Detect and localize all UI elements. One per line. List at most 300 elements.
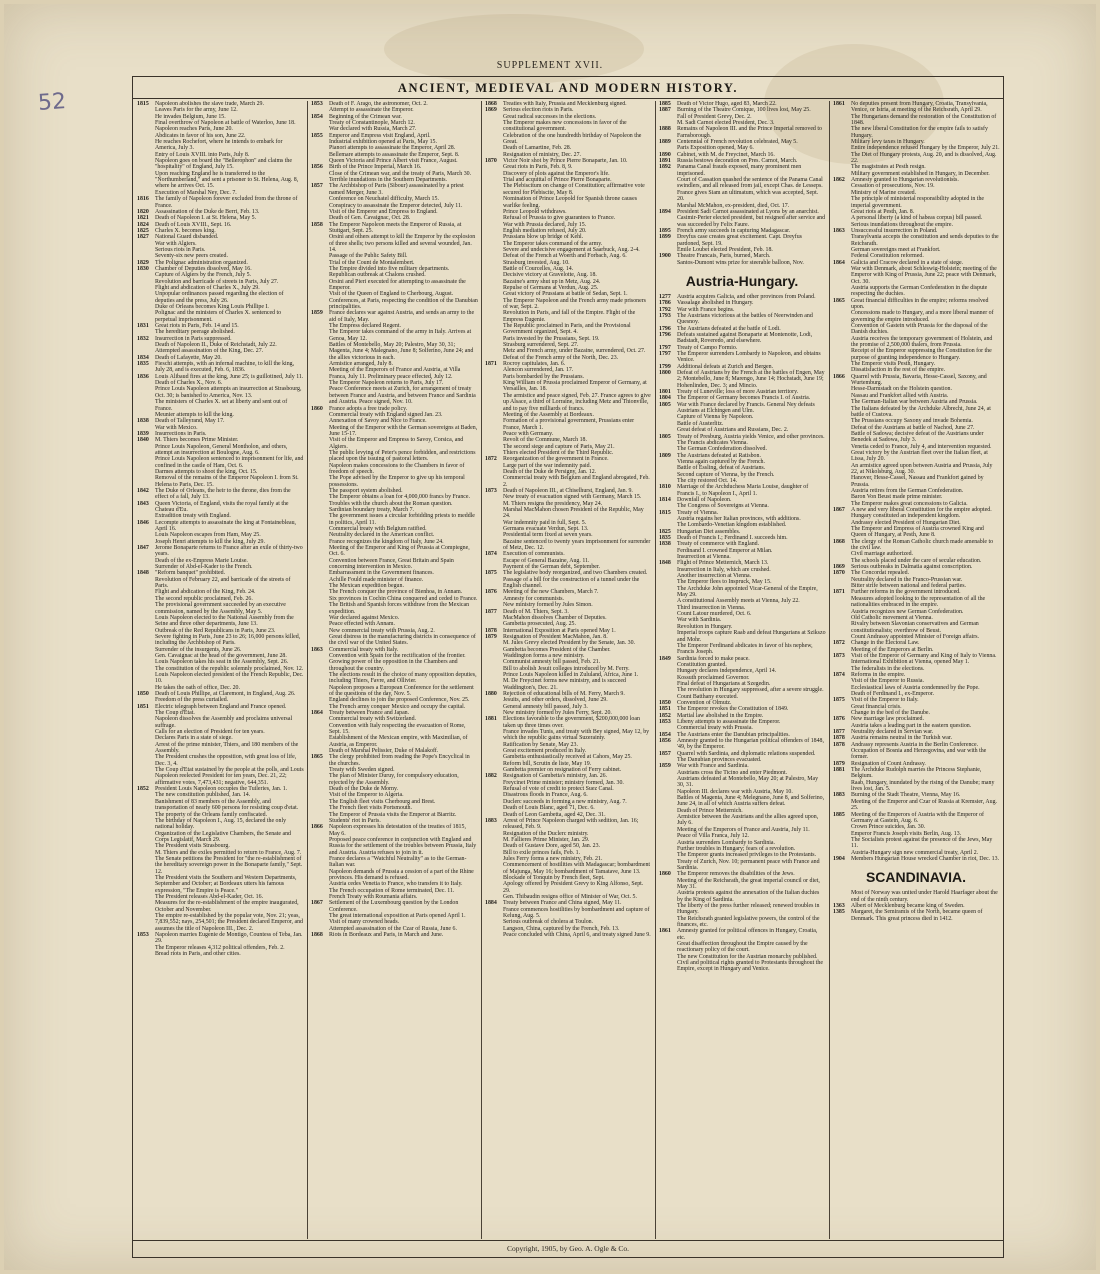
entry-text: Reorganization of the government in France.	[503, 456, 609, 463]
entry-year: 1890	[659, 151, 671, 158]
entry-text: The schools placed under the care of secular education.	[851, 557, 982, 564]
history-entry	[133, 913, 307, 932]
entry-text: Meeting of the Emperors at Berlin.	[851, 646, 934, 653]
entry-year: 1866	[833, 373, 845, 380]
entry-text: English mediation refused, July 20.	[503, 227, 587, 234]
entry-text: Convention with Spain for the rectification of the frontier.	[329, 652, 466, 659]
entry-text: Austria protests against the annexation of the Italian duchies by the King of Sardinia.	[677, 890, 820, 903]
history-entry	[307, 685, 481, 698]
history-entry	[655, 313, 829, 326]
entry-text: Freedom of the press curtailed.	[155, 697, 229, 704]
history-entry	[481, 323, 655, 336]
entry-year: 1864	[833, 259, 845, 266]
entry-text: The revolution in Hungary suppressed, after a severe struggle.	[677, 687, 824, 694]
entry-text: The Emperor releases 4,312 political offenders, Feb. 2.	[155, 944, 285, 951]
entry-text: War with France declared by Francis. General Ney defeats Austrians at Elchingen and Ulm.	[677, 401, 815, 415]
entry-text: The Danubian provinces evacuated.	[677, 757, 762, 764]
entry-text: Austrians cross the Ticino and enter Piedmont.	[677, 769, 788, 776]
entry-text: The new liberal Constitution for the empire fails to satisfy Hungary.	[851, 126, 988, 139]
entry-text: The public levying of Peter's pence forbidden, and restrictions placed upon the issuing of pastoral letters.	[329, 449, 476, 463]
entry-year: 1868	[485, 101, 497, 107]
entry-text: Electric telegraph between England and France opened.	[155, 703, 287, 710]
history-entry	[133, 799, 307, 812]
entry-text: The Emperor revokes the Constitution of 1849.	[677, 706, 789, 713]
entry-text: Kossuth proclaimed Governor.	[677, 674, 750, 681]
entry-text: Conference on Neuchatel difficulty, March 15.	[329, 196, 439, 203]
entry-text: Proposed peace conference in conjunction with England and Russia for the settlement of the troubles between Prussia, Italy and Austria. Austria refuses to join in it.	[329, 836, 477, 856]
entry-text: Old Catholic movement at Vienna.	[851, 614, 933, 621]
entry-text: Death of the Duke de Morny.	[329, 786, 398, 793]
history-entry	[829, 310, 1003, 323]
column-2	[307, 101, 482, 1239]
entry-text: Andrassy represents Austria in the Berlin Conference.	[851, 741, 979, 748]
history-entry	[481, 133, 655, 146]
entry-text: M. Fallieres Prime Minister, Jan. 29.	[503, 836, 590, 843]
entry-text: Martial law abolished in the Empire.	[677, 712, 764, 719]
entry-text: Change in the bed of the Danube.	[851, 710, 931, 716]
history-entry	[829, 285, 1003, 298]
entry-text: Treaty of Presburg, Austria yields Venice, and other provinces.	[677, 433, 825, 440]
entry-text: The provisional government succeeded by an executive commission, named by the Assembly, May 5.	[155, 602, 286, 615]
entry-text: Treaty of Constantinople, March 12.	[329, 120, 415, 127]
entry-text: Crown Prince suicides, Jan. 30.	[851, 824, 926, 831]
entry-text: Bill to abolish Jesuit colleges introduced by M. Ferry.	[503, 665, 630, 672]
entry-text: Visit of the Emperor of Germany and King of Italy to Vienna.	[851, 652, 997, 659]
entry-text: Visit of the Emperor and Empress to England.	[329, 208, 438, 215]
entry-text: Jesuits, and other orders, dissolved, June 29.	[503, 697, 608, 704]
entry-year: 1815	[659, 509, 671, 516]
entry-year: 1865	[833, 297, 845, 304]
entry-text: Armistice between the Austrians and the allies agreed upon, July 6.	[677, 814, 819, 827]
entry-text: Peace with Germany.	[503, 430, 554, 437]
entry-text: Federal Constitution reformed.	[851, 253, 924, 260]
entry-text: The Emperor takes command of the army in Italy. Arrives at Genoa, May 12.	[329, 329, 472, 342]
history-entry	[481, 577, 655, 590]
entry-year: 1877	[485, 608, 497, 615]
entry-text: Burning of the Stadt Theatre, Vienna, May 16.	[851, 792, 961, 799]
entry-year: 1878	[485, 627, 497, 634]
entry-text: Russia bestows decoration on Pres. Carnot, March.	[677, 158, 798, 165]
entry-text: Visit of the Emperor to Russia.	[851, 678, 924, 685]
entry-text: The Austrians defeated at Ratisbon.	[677, 452, 761, 459]
history-entry	[655, 878, 829, 891]
entry-text: Dreyfus case creates great excitement. Capt. Dreyfus pardoned, Sept. 19.	[677, 234, 802, 247]
entry-text: Libeny attempts to assassinate the Emperor.	[677, 718, 781, 725]
entry-text: Duclerc succeeds in forming a new ministry, Aug. 7.	[503, 798, 627, 805]
entry-text: New ministry formed by Jules Ferry, Sept. 20.	[503, 710, 612, 716]
entry-text: Reforms in the empire.	[851, 671, 906, 678]
entry-year: 1857	[311, 183, 323, 190]
entry-text: Strasburg surrendered, Sept. 27.	[503, 342, 579, 349]
entry-text: The Mexican expedition begun.	[329, 583, 404, 590]
entry-text: Alencon surrendered, Jan. 17.	[503, 367, 574, 374]
entry-text: Death of Napoleon II., Duke of Reichstadt, July 22.	[155, 342, 277, 349]
entry-text: The great international exposition at Paris opened April 1. Visit of many crowned heads.	[329, 913, 466, 926]
entry-year: 1864	[311, 710, 323, 716]
entry-text: Austria supports the German Confederation in the dispute respecting the duchies.	[851, 284, 988, 298]
history-entry	[829, 152, 1003, 165]
entry-text: Death of Lamartine, Feb. 28.	[503, 145, 572, 152]
entry-text: Napoleon expresses his detestation of the treaties of 1815, May 6.	[329, 824, 466, 837]
entry-text: Capture of Vienna by Napoleon.	[677, 414, 754, 421]
entry-text: Apology offered by President Grevy to King Alfonso, Sept. 29.	[503, 881, 644, 894]
entry-text: Measures adopted looking to the representation of all the nationalities embraced in the empire.	[851, 595, 986, 609]
entry-text: The Austrians victorious at the battles of Neerwinden and Quesnoy.	[677, 312, 813, 326]
entry-text: Pianori attempts to assassinate the Emperor, April 28.	[329, 145, 456, 152]
entry-year: 1863	[833, 227, 845, 234]
entry-text: Langson, China, captured by the French, Feb. 13.	[503, 925, 620, 932]
entry-year: 1797	[659, 344, 671, 351]
entry-text: Death of Leon Gambetta, aged 42, Dec. 31.	[503, 811, 606, 818]
entry-text: Queen Victoria and Prince Albert visit France, August.	[329, 158, 458, 165]
entry-text: Nassau and Frankfort allied with Austria.	[851, 392, 949, 399]
entry-text: The Socialists protest against the presence of the Jews, May 11.	[851, 836, 993, 850]
entry-text: Beginning of the Crimean war.	[329, 113, 402, 120]
entry-text: The Emperor removes the disabilities of the Jews.	[677, 871, 795, 878]
history-entry	[307, 329, 481, 342]
entry-text: The President visits the Southern and Western Departments, September and October; at Bordeaux utters his famous expression, "The Empire is Peace."	[155, 874, 297, 894]
history-entry	[829, 431, 1003, 444]
entry-text: M. Sadi Carnot elected President, Dec. 3.	[677, 120, 775, 127]
entry-text: Defeat of the Austrians at battle of Nachod, June 27.	[851, 424, 975, 431]
history-entry	[655, 630, 829, 643]
entry-text: Further troubles in Hungary; fears of a revolution.	[677, 845, 796, 852]
entry-text: Revolution of February 22, and barricade of the streets of Paris.	[155, 576, 291, 590]
entry-text: Gambetta premier on resignation of Ferry cabinet.	[503, 767, 622, 774]
entry-text: Great riots in Paris, Feb. 14 and 15.	[155, 323, 239, 330]
entry-year: 1805	[659, 401, 671, 408]
entry-text: Death of the ex-Empress Marie Louise.	[155, 557, 248, 564]
history-entry	[481, 418, 655, 431]
entry-text: The Concordat repealed.	[851, 570, 910, 577]
entry-text: The birthday of Napoleon I., Aug. 15, declared the only national holiday.	[155, 817, 287, 831]
entry-text: Execution of communists.	[503, 551, 565, 558]
entry-text: Serious riots in Paris.	[155, 246, 206, 253]
entry-text: The British and Spanish forces withdraw from the Mexican expedition.	[329, 602, 470, 615]
entry-text: Payment of the German debt, September.	[503, 564, 601, 571]
entry-text: The principle of ministerial responsibility adopted in the imperial government.	[851, 196, 984, 209]
entry-text: The Emperor of Germany becomes Francis I. of Austria.	[677, 395, 811, 402]
history-entry	[481, 818, 655, 831]
entry-text: Death of Louis Phillipe, at Claremont, in England, Aug. 26.	[155, 690, 296, 697]
entry-text: The new constitution published, Jan. 14.	[155, 792, 251, 799]
entry-text: Gen. Cavaignac at the head of the government, June 28.	[155, 652, 287, 659]
entry-text: International Exposition at Paris opened May 1.	[503, 627, 616, 634]
entry-text: France declares a "Watchful Neutrality" as to the German-Italian war.	[329, 855, 467, 869]
entry-text: Large part of the war indemnity paid.	[503, 462, 592, 469]
entry-text: Centennial of French revolution celebrated, May 5.	[677, 139, 798, 146]
entry-text: Gen. Thibaudin resigns office of Minister of War, Oct. 5.	[503, 893, 637, 900]
history-entry	[655, 859, 829, 872]
entry-text: Amnesty granted for political offences in Hungary, Croatia, etc.	[677, 928, 818, 941]
entry-text: The second siege and capture of Paris, May 21.	[503, 443, 615, 450]
history-entry	[655, 814, 829, 827]
entry-text: Students' riot in Paris.	[329, 817, 381, 824]
entry-year: 1862	[833, 177, 845, 184]
entry-year: 1831	[137, 323, 149, 330]
entry-text: Conspiracy to assassinate the Emperor detected, July 11.	[329, 202, 463, 209]
history-entry	[655, 332, 829, 345]
history-entry	[481, 120, 655, 133]
entry-text: Death of the Duke de Persigny, Jan. 12.	[503, 468, 597, 475]
history-entry	[133, 171, 307, 190]
entry-year: 1868	[833, 538, 845, 545]
history-entry	[829, 114, 1003, 127]
entry-text: Venetia ceded to France, July 4, and intervention requested.	[851, 443, 992, 450]
history-entry	[307, 475, 481, 488]
entry-text: Banishment of 83 members of the Assembly, and transportation of nearly 600 persons for resisting coup d'etat.	[155, 798, 299, 812]
entry-text: The Archduke John appointed Vicar-General of the Empire, May 29.	[677, 585, 818, 599]
entry-year: 1900	[659, 253, 671, 260]
entry-year: 1861	[833, 101, 845, 107]
history-entry	[481, 907, 655, 920]
entry-text: Raab, Hungary, inundated by the rising of the Danube; many lives lost, Jan. 5.	[851, 779, 995, 793]
history-entry	[655, 890, 829, 903]
entry-text: Emperor Francis Joseph visits Berlin, Aug. 13.	[851, 830, 962, 837]
entry-text: International Exhibition at Vienna, opened May 1.	[851, 659, 970, 666]
entry-text: Casimir-Perier elected president, but resigned after service and was succeeded by Felix Faure.	[677, 215, 826, 228]
entry-text: Close of the Crimean war, and the treaty of Paris, March 30.	[329, 170, 472, 177]
entry-year: 1869	[833, 564, 845, 571]
entry-text: Further reforms in the government introduced.	[851, 589, 961, 596]
entry-text: Celebration of the one hundredth birthday of Napoleon the Great.	[503, 132, 642, 146]
entry-text: War with Prussia declared, July 15.	[503, 221, 587, 228]
entry-year: 1853	[137, 932, 149, 939]
entry-year: 1857	[659, 750, 671, 757]
history-entry	[829, 101, 1003, 114]
entry-text: The Diet of Hungary protests, Aug. 20, and is dissolved, Aug. 22.	[851, 151, 997, 165]
entry-text: The Emperor and Empress of Austria crowned King and Queen of Hungary, at Pesth, June 8.	[851, 526, 984, 539]
history-entry	[133, 139, 307, 152]
history-entry	[655, 776, 829, 789]
entry-text: The city restored Oct. 14.	[677, 477, 738, 484]
history-entry	[655, 351, 829, 364]
entry-text: Ecclesiastical laws of Austria condemned by the Pope.	[851, 684, 980, 691]
entry-text: Battle of Courcelles, Aug. 14.	[503, 265, 574, 272]
entry-year: 1873	[485, 487, 497, 494]
entry-year: 1805	[659, 433, 671, 440]
history-entry	[307, 234, 481, 253]
handwritten-page-number: 52	[37, 89, 67, 116]
history-entry	[307, 723, 481, 736]
entry-text: Burning of the Theatre Comique, 100 lives lost, May 25.	[677, 107, 811, 114]
entry-text: Louis Napoleon takes his seat in the Assembly, Sept. 26.	[155, 659, 289, 666]
entry-year: 1801	[659, 389, 671, 396]
entry-text: Austria recognizes new German Confederation.	[851, 608, 964, 615]
entry-text: Meeting of the Emperors of France and Austria, at Villa Franca, July 11. Preliminary peace effected, July 12.	[329, 367, 461, 380]
entry-text: Revolution and barricade of streets in Paris, July 27.	[155, 278, 279, 285]
entry-text: War with Algiers.	[155, 240, 197, 247]
entry-text: The ministers of Charles X. set at liberty and sent out of France.	[155, 399, 288, 412]
entry-text: Receipt of the Emperor suppressing the Constitution for the purpose of granting independence to Hungary.	[851, 348, 992, 361]
entry-text: Death of F. Arago, the astronomer, Oct. 2.	[329, 101, 428, 107]
entry-text: Cabinet, with M. de Freycinet, March 16.	[677, 151, 775, 158]
entry-text: M. Jules Grevy elected President by the Senate, Jan. 30.	[503, 640, 636, 647]
history-entry	[133, 291, 307, 304]
entry-text: The Emperor Napoleon returns to Paris, July 17.	[329, 380, 444, 387]
entry-text: King William of Prussia proclaimed Emperor of Germany, at Versailles, Jan. 18.	[503, 380, 647, 393]
history-entry	[655, 234, 829, 247]
history-entry	[655, 370, 829, 389]
history-entry	[307, 869, 481, 882]
history-entry	[307, 279, 481, 292]
entry-text: Louis Napoleon elected president of the French Republic, Dec. 10.	[155, 671, 304, 685]
entry-text: Death of Gustave Dore, aged 50, Jan. 23.	[503, 843, 601, 850]
history-entry	[829, 234, 1003, 247]
entry-text: Death of Napoleon I. at St. Helena, May 5.	[155, 215, 257, 222]
entry-text: The Emperor obtains a loan for 4,000,000 francs by France.	[329, 494, 471, 501]
entry-text: Establishment of the Mexican empire, with Maximilian, of Austria, as Emperor.	[329, 735, 468, 748]
history-entry	[307, 824, 481, 837]
entry-text: War with France begins.	[677, 306, 735, 313]
history-entry	[829, 837, 1003, 850]
history-entry	[133, 520, 307, 533]
entry-text: Fieschi attempts, with an infernal machine, to kill the king, July 28, and is executed, Feb. 6, 1836.	[155, 361, 295, 374]
entry-text: Trial of the Count de Montalembert.	[329, 259, 415, 266]
history-entry	[307, 222, 481, 235]
history-entry	[133, 742, 307, 755]
entry-text: Queen Victoria, of England, visits the royal family at the Chateau d'Eu.	[155, 500, 289, 513]
entry-text: Prince Louis Napoleon attempts an insurrection at Strasbourg, Oct. 30; is banished to America, Nov. 13.	[155, 386, 302, 399]
entry-text: Battles of Magenta, June 4; Melegnano, June 8, and Solferino, June 24, in all of which Austria suffers defeat.	[677, 795, 825, 808]
entry-text: Santos-Dumont wins prize for steerable balloon, Nov.	[677, 259, 804, 266]
history-entry	[133, 767, 307, 786]
entry-year: 1797	[659, 351, 671, 358]
history-entry	[829, 126, 1003, 139]
entry-text: The Emperor Napoleon meets the Emperor of Russia, at Stuttgart, Sept. 25.	[329, 221, 462, 234]
entry-text: Joseph Henri attempts to kill the king, July 29.	[155, 538, 265, 545]
entry-text: Members Hungarian House wrecked Chamber in riot, Dec. 13.	[851, 855, 1000, 862]
entry-text: France declares war against Austria, and sends an army to the aid of Italy, May.	[329, 310, 475, 323]
entry-text: Andrassy elected President of Hungarian Diet.	[851, 519, 961, 526]
history-entry	[307, 837, 481, 856]
entry-year: 1885	[833, 811, 845, 818]
entry-year: 1792	[659, 306, 671, 313]
history-entry	[829, 450, 1003, 463]
entry-text: Constitution granted.	[677, 661, 727, 668]
entry-year: 1851	[659, 706, 671, 713]
entry-text: Great distress in the manufacturing districts in consequence of the civil war of the United States.	[329, 633, 476, 647]
entry-year: 1867	[311, 900, 323, 907]
entry-text: Gambetta becomes President of the Chamber.	[503, 646, 611, 653]
entry-year: 1881	[485, 716, 497, 723]
history-entry	[655, 643, 829, 656]
history-entry	[133, 361, 307, 374]
entry-text: Neutrality declared in the Franco-Prussian war.	[851, 576, 963, 583]
history-entry	[481, 475, 655, 488]
entry-text: Revolt of the Commune, March 18.	[503, 437, 587, 444]
entry-year: 1850	[659, 699, 671, 706]
history-entry	[307, 735, 481, 748]
entry-year: 1894	[659, 208, 671, 215]
entry-year: 1853	[659, 718, 671, 725]
entry-text: Napoleon proposes a European Conference for the settlement of the questions of the day, Nov. 5.	[329, 684, 474, 697]
entry-year: 1872	[485, 456, 497, 463]
entry-text: Amnesty for communists.	[503, 595, 565, 602]
entry-text: Arrest of the prime minister, Thiers, and 180 members of the Assembly.	[155, 741, 299, 755]
history-entry	[481, 183, 655, 196]
entry-text: Surrender of the insurgents, June 26.	[155, 646, 242, 653]
history-entry	[829, 526, 1003, 539]
entry-text: Thiers elected President of the Third Republic.	[503, 449, 614, 456]
history-entry	[829, 767, 1003, 780]
history-entry	[307, 342, 481, 361]
entry-text: The Reichsrath granted legislative powers, the control of the finances, etc.	[677, 915, 820, 928]
entry-year: 1838	[137, 418, 149, 425]
entry-text: Marshal McMahon, ex-president, died, Oct. 17.	[677, 202, 790, 209]
entry-text: The Plebiscitum on change of Constitution; affirmative vote secured for Plebiscite, May 8.	[503, 183, 645, 196]
entry-year: 1874	[833, 671, 845, 678]
entry-text: Decisive victory at Gravelotte, Aug. 18.	[503, 272, 597, 279]
entry-text: Peace effected with Annam.	[329, 621, 395, 628]
entry-text: The Emperor of Prussia visits the Emperor at Biarritz.	[329, 811, 457, 818]
history-entry	[655, 960, 829, 973]
entry-text: Rejection of educational bills of M. Ferry, March 9.	[503, 690, 625, 697]
entry-text: The President visits Strasbourg.	[155, 843, 230, 850]
entry-text: The German Confederation dissolved.	[677, 446, 767, 453]
entry-text: War with Denmark, about Schleswig-Holstein; meeting of the Emperor with King of Prussia, June 22; peace with Denmark, Oct. 30.	[851, 265, 997, 285]
entry-text: Commercial treaty with Belgium and England abrogated, Feb. 2.	[503, 475, 650, 488]
entry-text: War with France and Sardinia.	[677, 763, 749, 770]
entry-text: Death of Ferdinand I., ex-Emperor.	[851, 690, 934, 697]
entry-text: Bellemare attempts to assassinate the Emperor, Sept. 8.	[329, 151, 460, 158]
entry-text: Republican outbreak at Chalons crushed.	[329, 272, 426, 279]
entry-text: Unsuccessful insurrection in Poland.	[851, 227, 938, 234]
entry-year: 1856	[311, 164, 323, 171]
entry-text: The Duke of Orleans, the heir to the throne, dies from the effect of a fall, July 13.	[155, 487, 291, 501]
entry-text: The Emperor takes command of the army.	[503, 240, 603, 247]
entry-year: 1883	[485, 817, 497, 824]
entry-text: Capture of Algiers by the French, July 5.	[155, 272, 252, 279]
entry-text: Commercial treaty with Switzerland.	[329, 716, 417, 723]
entry-year: 1830	[137, 265, 149, 272]
entry-text: Troubles with the church about the Roman question.	[329, 500, 453, 507]
entry-text: The liberty of the press further released; renewed troubles in Hungary.	[677, 902, 820, 916]
entry-year: 1899	[659, 234, 671, 241]
entry-text: Orsini and others attempt to kill the Emperor by the explosion of three shells; two persons killed and several wounded, Jan. 14.	[329, 234, 476, 253]
entry-text: Ferdinand I. crowned Emperor at Milan.	[677, 547, 773, 554]
entry-text: Bazaine's army shut up in Metz, Aug. 24.	[503, 278, 601, 285]
entry-text: Napoleon reaches Paris, June 20.	[155, 126, 233, 133]
entry-text: Armistice arranged, July 8.	[329, 361, 393, 368]
entry-text: Prince Louis Napoleon, General Montholon, and others, attempt an insurrection at Boulogne, Aug. 6.	[155, 443, 288, 456]
history-entry	[307, 558, 481, 571]
history-entry	[133, 444, 307, 457]
entry-text: Napoleon goes on board the "Bellerophon" and claims the "hospitality" of England, July 15.	[155, 158, 292, 171]
history-entry	[829, 856, 1003, 862]
entry-text: Meeting of the Emperor and King of Prussia at Compiegne, Oct. 6.	[329, 545, 470, 558]
entry-text: Strasburg invested, Aug. 10.	[503, 259, 570, 266]
entry-text: Resignation of ministry, Dec. 27.	[503, 151, 581, 158]
entry-year: 1363	[833, 902, 845, 909]
entry-text: Peace concluded with China, April 6, and treaty signed June 9.	[503, 932, 651, 939]
history-entry	[655, 738, 829, 751]
entry-text: Battle of Sadowa; decisive defeat of the Austrians under Benedek at Sadowa, July 3.	[851, 430, 984, 444]
entry-text: Downfall of Napoleon.	[677, 496, 732, 503]
entry-text: Quarrel with Prussia, Bavaria, Hesse-Cassel, Saxony, and Wurtemburg.	[851, 373, 987, 387]
history-entry	[133, 754, 307, 767]
entry-text: Insurrection in Paris suppressed.	[155, 335, 232, 342]
entry-text: Industrial exhibition opened at Paris, May 15.	[329, 139, 437, 146]
entry-text: The Italians defeated by the Archduke Albrecht, June 24, at battle of Custova.	[851, 405, 991, 418]
history-entry	[133, 634, 307, 647]
entry-text: Austria retires from the German Confederation.	[851, 487, 964, 494]
entry-text: Elections favorable to the government, $200,000,000 loan taken up three times over.	[503, 716, 640, 729]
entry-text: Abdicates in favor of his son, June 22.	[155, 132, 246, 139]
entry-text: Death of Francis I.; Ferdinand I. succeeds him.	[677, 535, 788, 541]
entry-year: 1836	[137, 373, 149, 380]
entry-year: 1861	[659, 928, 671, 935]
